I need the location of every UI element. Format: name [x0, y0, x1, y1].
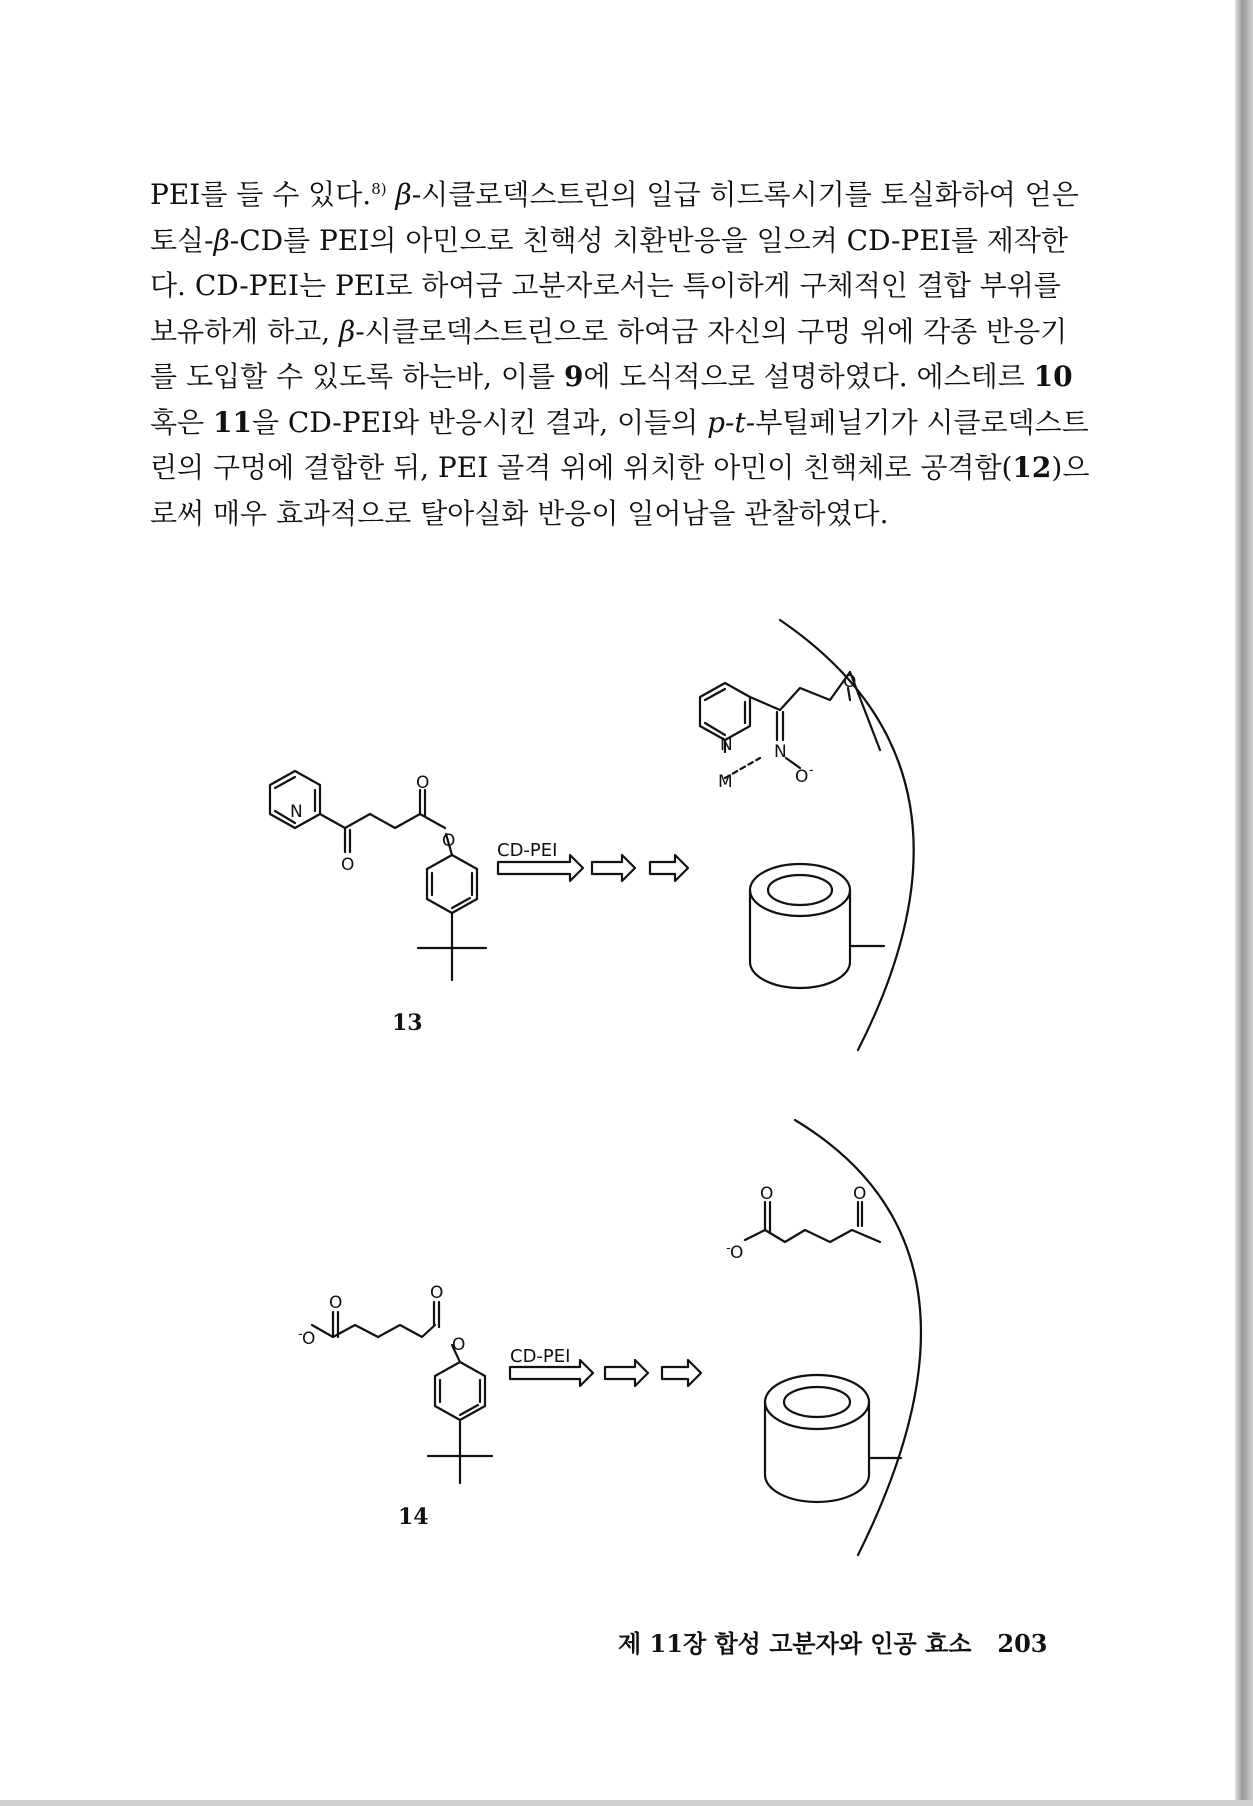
page-edge	[1235, 0, 1253, 1806]
text-span: 에 도식적으로 설명하였다. 에스테르	[583, 360, 1034, 393]
atom-label-nitrogen: N	[290, 802, 303, 822]
atom-label-oxygen-anion: O	[730, 1243, 744, 1263]
atom-label-oxygen: O	[341, 855, 355, 875]
text-span: 토실-	[150, 223, 214, 257]
compound-reference: 12	[1012, 451, 1052, 484]
compound-reference: 11	[213, 405, 252, 439]
paragraph-line	[150, 172, 1079, 218]
cyclodextrin-cavity	[768, 875, 832, 905]
reagent-label-bottom: CD-PEI	[510, 1346, 571, 1367]
beta-symbol: β	[395, 178, 412, 211]
charge-sign: -	[809, 763, 814, 778]
text-span: -시클로덱스트린으로 하여금 자신의 구멍 위에 각종 반응기	[355, 314, 1068, 348]
paragraph-line: 다. CD-PEI는 PEI로 하여금 고분자로서는 특이하게 구체적인 결합 부위를	[150, 269, 1061, 302]
scheme-reference: 9	[563, 360, 584, 393]
pyridine-ring	[700, 683, 750, 740]
beta-symbol: β	[213, 223, 230, 257]
text-span: PEI를 들 수 있다.	[150, 178, 372, 211]
paragraph-line	[150, 400, 1089, 446]
double-bond	[275, 777, 295, 788]
text-span: -CD를 PEI의 아민으로 친핵성 치환반응을 일으켜 CD-PEI를 제작한	[229, 223, 1068, 257]
carbon-chain	[320, 814, 445, 828]
charge-sign: -	[726, 1241, 731, 1256]
compound-reference: 10	[1033, 360, 1073, 393]
reaction-scheme-svg	[0, 590, 1230, 1570]
page-number: 203	[997, 1629, 1048, 1658]
beta-symbol: β	[339, 314, 356, 348]
atom-label-oxygen: O	[843, 672, 857, 692]
atom-label-oxygen: O	[442, 831, 456, 851]
charge-sign: -	[298, 1327, 303, 1342]
atom-label-oxygen: O	[853, 1184, 867, 1204]
compound-14-structure	[312, 1302, 492, 1483]
bound-complex-bottom	[745, 1202, 880, 1242]
reaction-arrow	[592, 855, 635, 881]
text-span: 보유하게 하고,	[150, 314, 339, 348]
body-paragraph	[150, 172, 1090, 536]
atom-label-oxygen: O	[452, 1335, 466, 1355]
phenyl-ring	[435, 1362, 485, 1420]
cyclodextrin-cavity	[784, 1387, 850, 1417]
reaction-arrow	[662, 1360, 701, 1386]
paragraph-line	[150, 218, 1068, 264]
text-span: 를 도입할 수 있도록 하는바, 이를	[150, 360, 564, 393]
reaction-arrow	[650, 855, 688, 881]
text-span: 을 CD-PEI와 반응시킨 결과, 이들의	[251, 405, 708, 439]
carbon-chain	[750, 672, 850, 710]
page-edge-bottom	[0, 1800, 1253, 1806]
atom-label-oxygen-anion: O	[795, 767, 809, 787]
paragraph-line	[150, 445, 1090, 491]
double-bond	[452, 898, 470, 908]
carbon-chain	[312, 1325, 435, 1337]
cyclodextrin-bottom	[765, 1375, 901, 1502]
text-span: 린의 구멍에 결합한 뒤, PEI 골격 위에 위치한 아민이 친핵체로 공격함(	[150, 451, 1013, 484]
cyclodextrin-top	[750, 864, 884, 988]
atom-label-oxygen-anion: O	[302, 1329, 316, 1349]
text-span: 혹은	[150, 405, 213, 439]
atom-label-oxygen: O	[760, 1184, 774, 1204]
chapter-title: 제 11장 합성 고분자와 인공 효소	[618, 1629, 972, 1658]
paragraph-line: 로써 매우 효과적으로 탈아실화 반응이 일어남을 관찰하였다.	[150, 496, 889, 530]
double-bond	[705, 689, 725, 700]
reaction-arrow	[605, 1360, 648, 1386]
reaction-scheme-figure	[0, 590, 1230, 1570]
atom-label-oxygen: O	[329, 1293, 343, 1313]
paragraph-line	[150, 309, 1068, 355]
double-bond	[460, 1405, 478, 1415]
atom-label-oxygen: O	[416, 773, 430, 793]
atom-label-nitrogen: N	[774, 742, 787, 762]
reference-superscript: 8)	[371, 180, 387, 198]
atom-label-nitrogen: N	[720, 735, 733, 755]
page-footer	[618, 1624, 1048, 1659]
text-span: )으	[1051, 451, 1090, 484]
compound-label-14: 14	[398, 1504, 429, 1530]
text-span: 부틸페닐기가 시클로덱스트	[755, 405, 1089, 439]
atom-label-metal: M	[718, 772, 733, 792]
atom-label-oxygen: O	[430, 1283, 444, 1303]
text-span: -시클로덱스트린의 일급 히드록시기를 토실화하여 얻은	[411, 178, 1079, 211]
reagent-label-top: CD-PEI	[497, 840, 558, 861]
italic-prefix: p-t-	[707, 405, 756, 439]
phenyl-ring	[427, 855, 477, 913]
cyclodextrin-rim	[765, 1375, 869, 1429]
cyclodextrin-rim	[750, 864, 850, 916]
paragraph-line	[150, 354, 1073, 400]
compound-label-13: 13	[392, 1010, 423, 1036]
carbon-chain	[745, 1230, 880, 1242]
